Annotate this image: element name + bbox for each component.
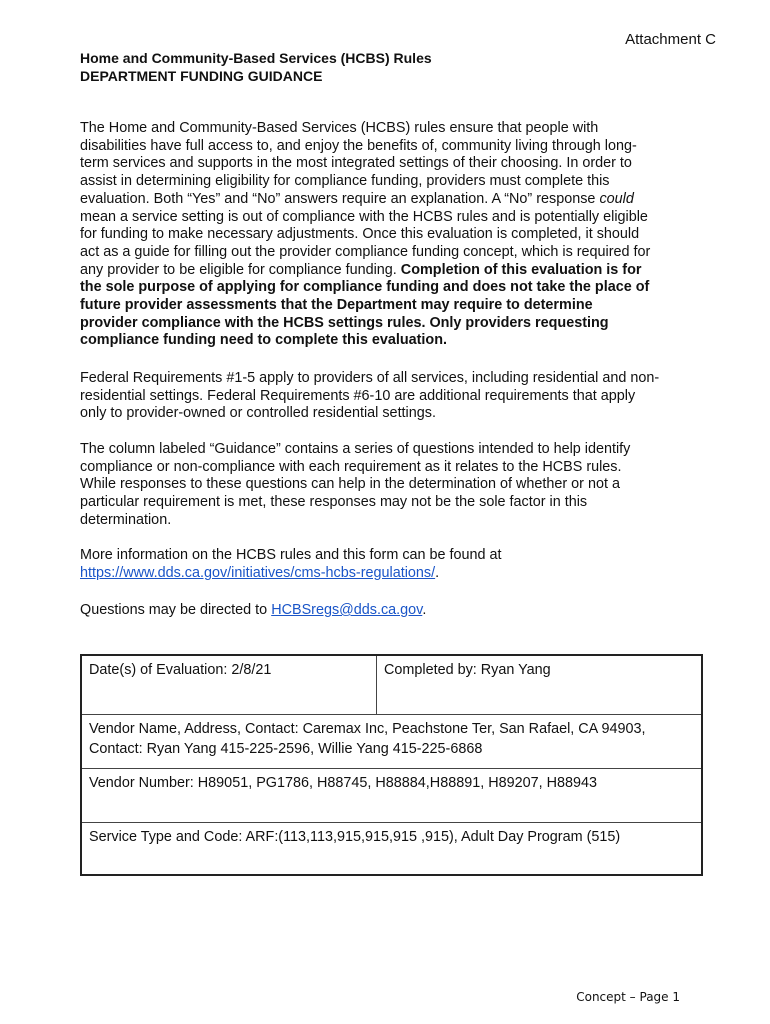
intro-line: assist in determining eligibility for compliance funding, providers must complete this bbox=[80, 173, 610, 190]
intro-text: evaluation. Both “Yes” and “No” answers require an explanation. A “No” response bbox=[80, 190, 600, 207]
intro-line: disabilities have full access to, and enjoy the benefits of, community living through long- bbox=[80, 137, 637, 154]
federal-line: residential settings. Federal Requirements #6-10 are additional requirements that apply bbox=[80, 387, 636, 404]
punctuation: . bbox=[435, 564, 440, 581]
intro-line: mean a service setting is out of compliance with the HCBS rules and is potentially eligible bbox=[80, 208, 648, 225]
document-heading bbox=[80, 49, 432, 85]
federal-requirements-paragraph bbox=[80, 370, 692, 423]
intro-bold-line: provider compliance with the HCBS settings rules. Only providers requesting bbox=[80, 314, 609, 331]
intro-line bbox=[80, 262, 692, 280]
heading-title: Home and Community-Based Services (HCBS) Rules bbox=[80, 50, 432, 66]
vendor-info-field[interactable] bbox=[82, 714, 701, 768]
intro-line: act as a guide for filling out the provider compliance funding concept, which is required for bbox=[80, 243, 651, 260]
hcbs-email-link[interactable]: HCBSregs@dds.ca.gov bbox=[271, 602, 423, 618]
intro-line bbox=[80, 191, 692, 209]
intro-line: for funding to make necessary adjustments. Once this evaluation is completed, it should bbox=[80, 226, 640, 243]
more-info-paragraph bbox=[80, 547, 692, 582]
guidance-line: While responses to these questions can help in the determination of whether or not a bbox=[80, 476, 620, 493]
guidance-line: particular requirement is met, these responses may not be the sole factor in this bbox=[80, 494, 588, 511]
intro-line: term services and supports in the most integrated settings of their choosing. In order to bbox=[80, 155, 632, 172]
questions-paragraph bbox=[80, 602, 692, 620]
vendor-info-line: Vendor Name, Address, Contact: Caremax Inc, Peachstone Ter, San Rafael, CA 94903, bbox=[89, 721, 646, 737]
hcbs-regulations-link[interactable]: https://www.dds.ca.gov/initiatives/cms-hcbs-regulations/ bbox=[80, 564, 436, 581]
completed-by-field[interactable]: Completed by: Ryan Yang bbox=[384, 662, 551, 678]
intro-bold-line: compliance funding need to complete this evaluation. bbox=[80, 332, 448, 349]
vendor-info-line: Contact: Ryan Yang 415-225-2596, Willie Yang 415-225-6868 bbox=[89, 741, 483, 757]
table-row bbox=[82, 656, 701, 714]
intro-bold-text: Completion of this evaluation is for bbox=[400, 261, 642, 278]
intro-bold-line: future provider assessments that the Department may require to determine bbox=[80, 297, 593, 314]
guidance-line: compliance or non-compliance with each requirement as it relates to the HCBS rules. bbox=[80, 458, 622, 475]
more-info-link-line bbox=[80, 565, 692, 583]
intro-italic-word: could bbox=[599, 190, 634, 207]
questions-line bbox=[80, 602, 692, 620]
federal-line: only to provider-owned or controlled residential settings. bbox=[80, 405, 436, 422]
page-footer: Concept – Page 1 bbox=[576, 990, 680, 1004]
evaluation-date-field[interactable]: Date(s) of Evaluation: 2/8/21 bbox=[82, 656, 377, 714]
intro-paragraph bbox=[80, 120, 692, 350]
heading-subtitle: DEPARTMENT FUNDING GUIDANCE bbox=[80, 68, 323, 84]
intro-text: any provider to be eligible for compliance funding. bbox=[80, 261, 401, 278]
federal-line: Federal Requirements #1-5 apply to providers of all services, including residential and non- bbox=[80, 370, 660, 386]
punctuation: . bbox=[422, 602, 427, 618]
questions-text: Questions may be directed to bbox=[80, 602, 272, 618]
evaluation-info-table bbox=[80, 654, 703, 876]
attachment-label: Attachment C bbox=[625, 31, 716, 48]
guidance-line: determination. bbox=[80, 511, 172, 528]
intro-line: The Home and Community-Based Services (HCBS) rules ensure that people with bbox=[80, 120, 599, 136]
service-type-field[interactable]: Service Type and Code: ARF:(113,113,915,915,915 ,915), Adult Day Program (515) bbox=[82, 822, 701, 874]
more-info-line: More information on the HCBS rules and this form can be found at bbox=[80, 547, 502, 563]
guidance-line: The column labeled “Guidance” contains a series of questions intended to help identify bbox=[80, 441, 631, 457]
intro-bold-line: the sole purpose of applying for compliance funding and does not take the place of bbox=[80, 279, 650, 296]
vendor-number-field[interactable]: Vendor Number: H89051, PG1786, H88745, H88884,H88891, H89207, H88943 bbox=[82, 768, 701, 822]
guidance-paragraph bbox=[80, 441, 692, 530]
